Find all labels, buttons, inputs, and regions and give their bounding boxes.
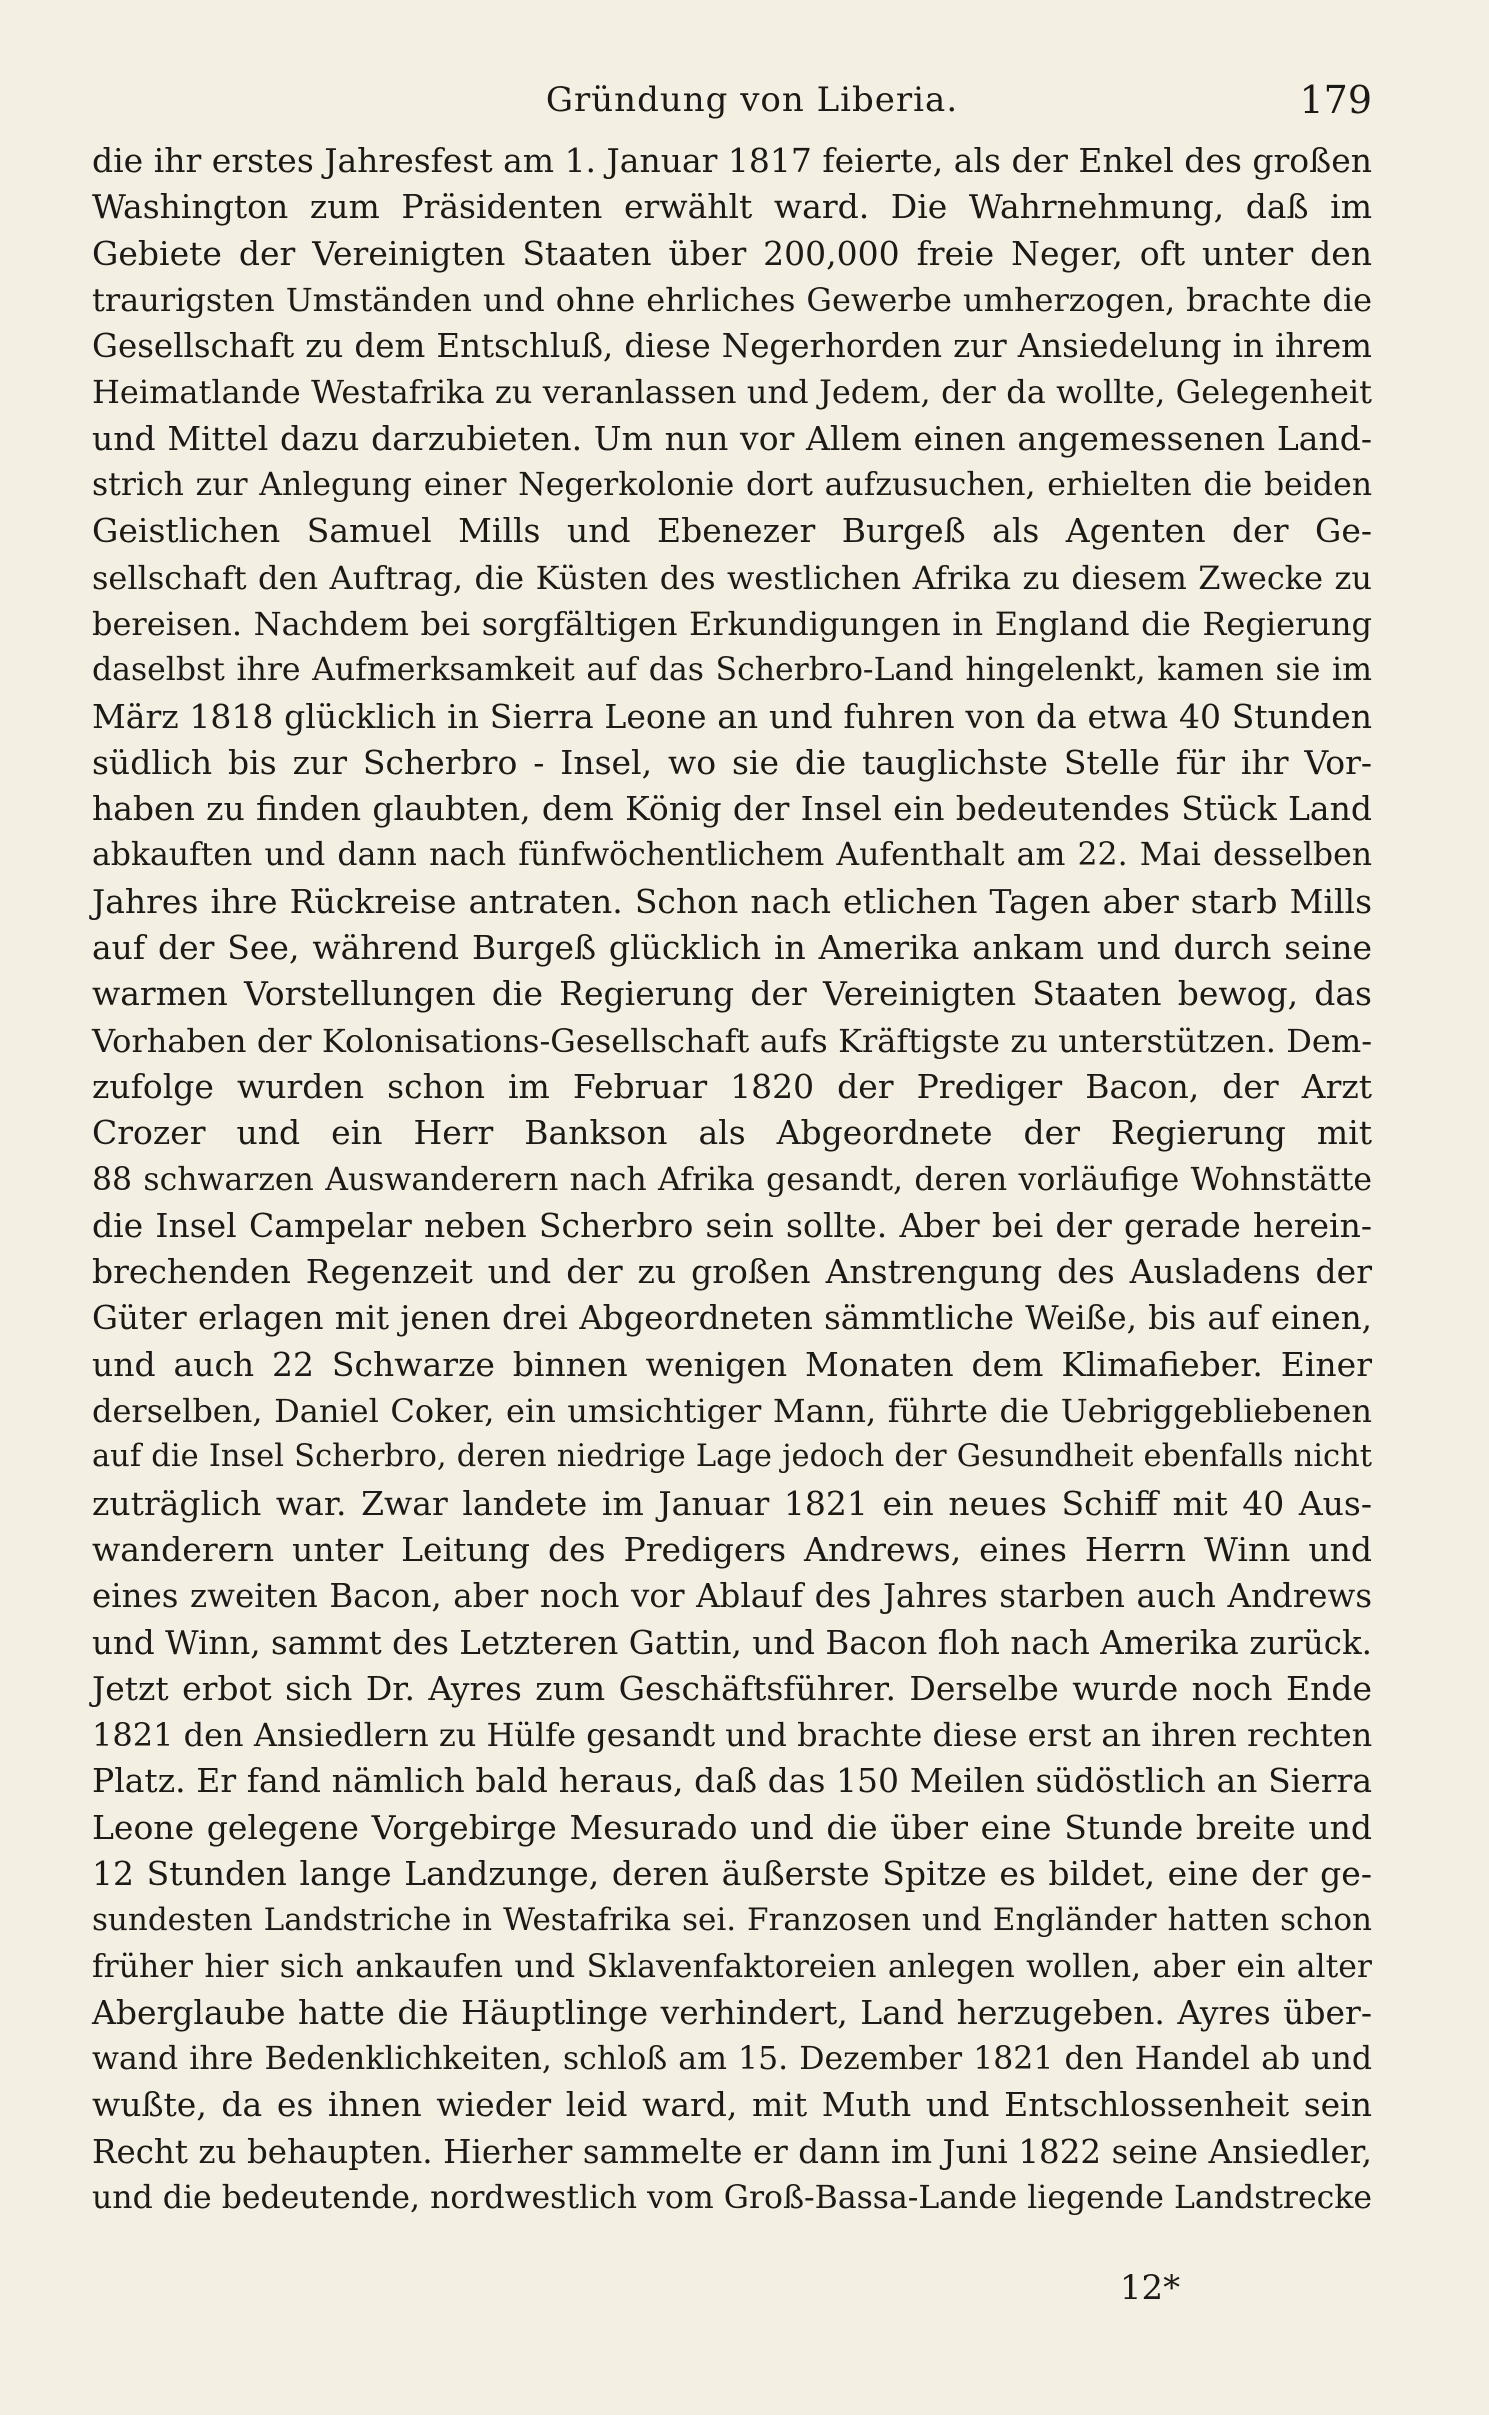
text-line: sundesten Landstriche in Westafrika sei. Franzosen und Engländer hatten schon — [92, 1902, 1372, 1939]
text-line: strich zur Anlegung einer Negerkolonie dort aufzusuchen, erhielten die beiden — [92, 467, 1372, 504]
text-line: Jahres ihre Rückreise antraten. Schon nach etlichen Tagen aber starb Mills — [92, 881, 1372, 921]
text-line: Geistlichen Samuel Mills und Ebenezer Burgeß als Agenten der Ge- — [92, 511, 1372, 551]
body-text — [92, 138, 1372, 2221]
signature-mark: 12* — [1119, 2268, 1181, 2308]
text-line: Vorhaben der Kolonisations-Gesellschaft aufs Kräftigste zu unterstützen. Dem- — [92, 1021, 1372, 1060]
text-line: brechenden Regenzeit und der zu großen Anstrengung des Ausladens der — [92, 1252, 1372, 1292]
text-line: derselben, Daniel Coker, ein umsichtiger Mann, führte die Uebriggebliebenen — [92, 1392, 1372, 1431]
text-line: zuträglich war. Zwar landete im Januar 1821 ein neues Schiff mit 40 Aus- — [92, 1483, 1372, 1523]
text-line: und die bedeutende, nordwestlich vom Groß-Bassa-Lande liegende Landstrecke — [92, 2180, 1372, 2217]
page-number: 179 — [1299, 78, 1372, 122]
text-line: Güter erlagen mit jenen drei Abgeordneten sämmtliche Weiße, bis auf einen, — [92, 1299, 1372, 1338]
text-line: Platz. Er fand nämlich bald heraus, daß das 150 Meilen südöstlich an Sierra — [92, 1761, 1372, 1801]
text-line: und Mittel dazu darzubieten. Um nun vor Allem einen angemessenen Land- — [92, 418, 1372, 458]
text-line: Crozer und ein Herr Bankson als Abgeordnete der Regierung mit — [92, 1113, 1372, 1153]
text-line: März 1818 glücklich in Sierra Leone an und fuhren von da etwa 40 Stunden — [92, 696, 1372, 736]
text-line: früher hier sich ankaufen und Sklavenfaktoreien anlegen wollen, aber ein alter — [92, 1948, 1372, 1985]
text-line: Jetzt erbot sich Dr. Ayres zum Geschäftsführer. Derselbe wurde noch Ende — [92, 1668, 1372, 1708]
text-line: Gesellschaft zu dem Entschluß, diese Negerhorden zur Ansiedelung in ihrem — [92, 327, 1372, 366]
text-line: 1821 den Ansiedlern zu Hülfe gesandt und brachte diese erst an ihren rechten — [92, 1716, 1373, 1755]
text-line: und Winn, sammt des Letzteren Gattin, und Bacon floh nach Amerika zurück. — [92, 1623, 1372, 1662]
text-line: Gebiete der Vereinigten Staaten über 200,000 freie Neger, oft unter den — [92, 233, 1372, 273]
text-line: 88 schwarzen Auswanderern nach Afrika gesandt, deren vorläufige Wohnstätte — [92, 1161, 1372, 1198]
text-line: wußte, da es ihnen wieder leid ward, mit Muth und Entschlossenheit sein — [92, 2085, 1372, 2125]
text-line: abkauften und dann nach fünfwöchentlichem Aufenthalt am 22. Mai desselben — [92, 837, 1372, 874]
text-line: auf der See, während Burgeß glücklich in Amerika ankam und durch seine — [92, 928, 1372, 968]
text-line: Recht zu behaupten. Hierher sammelte er dann im Juni 1822 seine Ansiedler, — [92, 2132, 1372, 2171]
text-line: auf die Insel Scherbro, deren niedrige Lage jedoch der Gesundheit ebenfalls nicht — [92, 1439, 1372, 1475]
text-line: wand ihre Bedenklichkeiten, schloß am 15. Dezember 1821 den Handel ab und — [92, 2041, 1372, 2078]
text-line: südlich bis zur Scherbro - Insel, wo sie die tauglichste Stelle für ihr Vor- — [92, 742, 1372, 782]
text-line: traurigsten Umständen und ohne ehrliches Gewerbe umherzogen, brachte die — [92, 280, 1372, 319]
text-line: und auch 22 Schwarze binnen wenigen Monaten dem Klimafieber. Einer — [92, 1344, 1372, 1384]
text-line: sellschaft den Auftrag, die Küsten des westlichen Afrika zu diesem Zwecke zu — [92, 558, 1372, 597]
text-line: eines zweiten Bacon, aber noch vor Ablauf des Jahres starben auch Andrews — [92, 1577, 1372, 1616]
text-line: Heimatlande Westafrika zu veranlassen und Jedem, der da wollte, Gelegenheit — [92, 373, 1372, 412]
text-line: Leone gelegene Vorgebirge Mesurado und die über eine Stunde breite und — [92, 1807, 1372, 1847]
text-line: bereisen. Nachdem bei sorgfältigen Erkundigungen in England die Regierung — [92, 604, 1372, 643]
text-line: wanderern unter Leitung des Predigers Andrews, eines Herrn Winn und — [92, 1529, 1372, 1569]
text-line: zufolge wurden schon im Februar 1820 der Prediger Bacon, der Arzt — [92, 1066, 1372, 1106]
text-line: haben zu finden glaubten, dem König der Insel ein bedeutendes Stück Land — [92, 789, 1372, 829]
text-line: die ihr erstes Jahresfest am 1. Januar 1817 feierte, als der Enkel des großen — [92, 141, 1372, 180]
text-line: Washington zum Präsidenten erwählt ward. Die Wahrnehmung, daß im — [92, 187, 1372, 227]
text-line: Aberglaube hatte die Häuptlinge verhindert, Land herzugeben. Ayres über- — [92, 1992, 1372, 2032]
text-line: daselbst ihre Aufmerksamkeit auf das Scherbro-Land hingelenkt, kamen sie im — [92, 652, 1372, 689]
page-header — [132, 74, 1372, 134]
text-line: warmen Vorstellungen die Regierung der Vereinigten Staaten bewog, das — [92, 974, 1372, 1014]
text-line: 12 Stunden lange Landzunge, deren äußerste Spitze es bildet, eine der ge- — [92, 1853, 1372, 1893]
text-line: die Insel Campelar neben Scherbro sein sollte. Aber bei der gerade herein- — [92, 1205, 1372, 1245]
running-title: Gründung von Liberia. — [545, 80, 959, 120]
